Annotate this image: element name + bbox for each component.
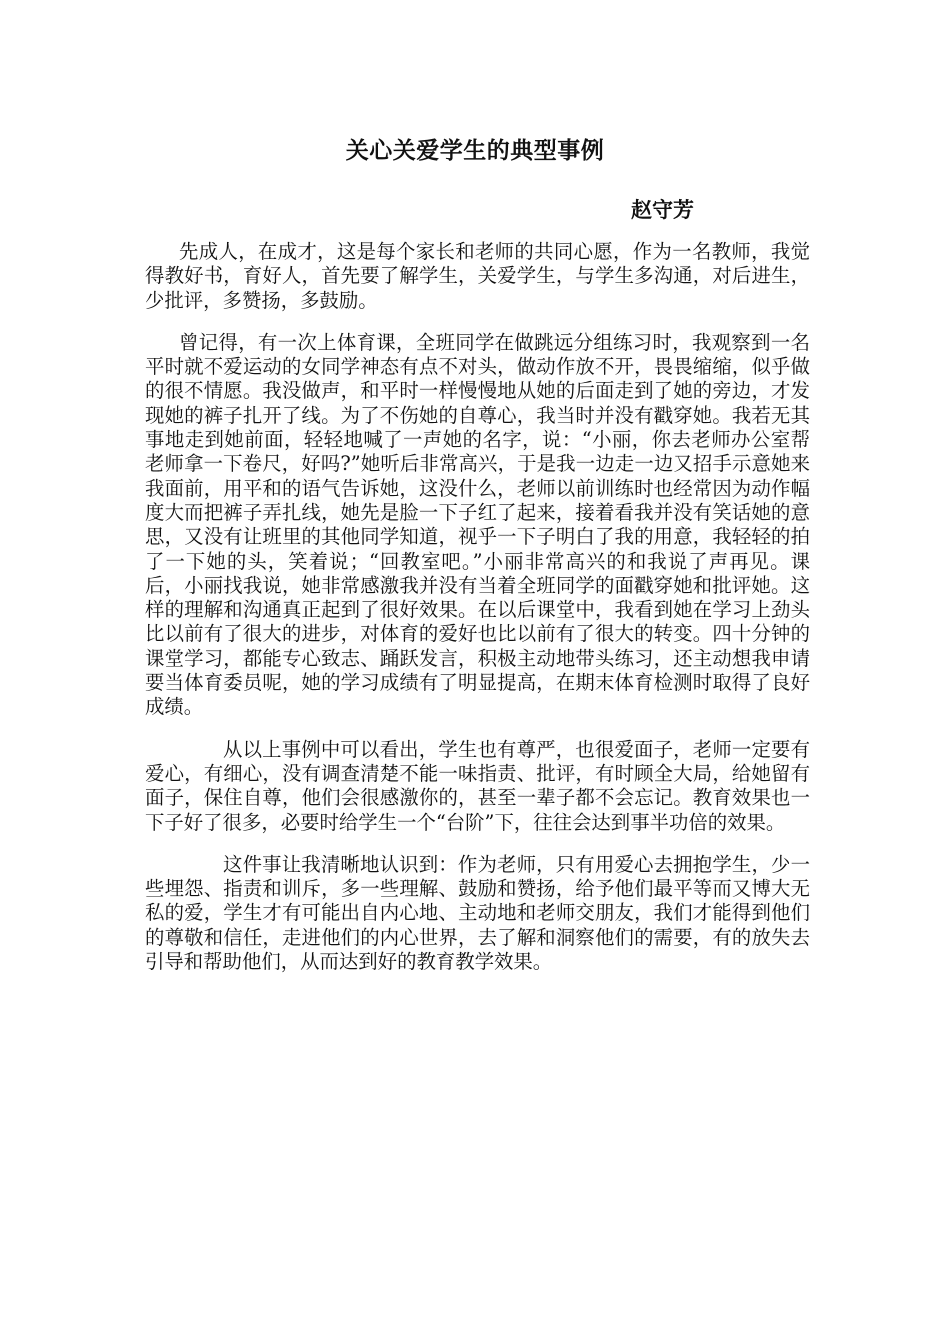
paragraph-story: 曾记得，有一次上体育课，全班同学在做跳远分组练习时，我观察到一名平时就不爱运动的女同学神态有点不对头，做动作放不开，畏畏缩缩，似乎做的很不情愿。我没做声，和平时一样慢慢地从她的后面走到了她的旁边，才发现她的裤子扎开了线。为了不伤她的自尊心，我当时并没有戳穿她。我若无其事地走到她前面，轻轻地喊了一声她的名字，说：“小丽，你去老师办公室帮老师拿一下卷尺，好吗?”她听后非常高兴，于是我一边走一边又招手示意她来我面前，用平和的语气告诉她，这没什么，老师以前训练时也经常因为动作幅度大而把裤子弄扎线，她先是脸一下子红了起来，接着看我并没有笑话她的意思，又没有让班里的其他同学知道，视乎一下子明白了我的用意，我轻轻的拍了一下她的头，笑着说；“回教室吧。”小丽非常高兴的和我说了声再见。课后，小丽找我说，她非常感激我并没有当着全班同学的面戳穿她和批评她。这样的理解和沟通真正起到了很好效果。在以后课堂中，我看到她在学习上劲头比以前有了很大的进步，对体育的爱好也比以前有了很大的转变。四十分钟的课堂学习，都能专心致志、踊跃发言，积极主动地带头练习，还主动想我申请要当体育委员呢，她的学习成绩有了明显提高，在期末体育检测时取得了良好成绩。 bbox=[145, 330, 810, 719]
paragraph-intro: 先成人，在成才，这是每个家长和老师的共同心愿，作为一名教师，我觉得教好书，育好人，首先要了解学生，关爱学生，与学生多沟通，对后进生，少批评，多赞扬，多鼓励。 bbox=[145, 240, 810, 312]
author-name: 赵守芳 bbox=[631, 197, 694, 222]
document-body bbox=[145, 240, 810, 992]
paragraph-reflection: 从以上事例中可以看出，学生也有尊严，也很爱面子，老师一定要有爱心，有细心，没有调查清楚不能一味指责、批评，有时顾全大局，给她留有面子，保住自尊，他们会很感激你的，甚至一辈子都不会忘记。教育效果也一下子好了很多，必要时给学生一个“台阶”下，往往会达到事半功倍的效果。 bbox=[145, 737, 810, 834]
paragraph-conclusion: 这件事让我清晰地认识到：作为老师，只有用爱心去拥抱学生，少一些埋怨、指责和训斥，多一些理解、鼓励和赞扬，给予他们最平等而又博大无私的爱，学生才有可能出自内心地、主动地和老师交朋友，我们才能得到他们的尊敬和信任，走进他们的内心世界，去了解和洞察他们的需要，有的放失去引导和帮助他们，从而达到好的教育教学效果。 bbox=[145, 852, 810, 974]
document-title: 关心关爱学生的典型事例 bbox=[345, 137, 605, 164]
